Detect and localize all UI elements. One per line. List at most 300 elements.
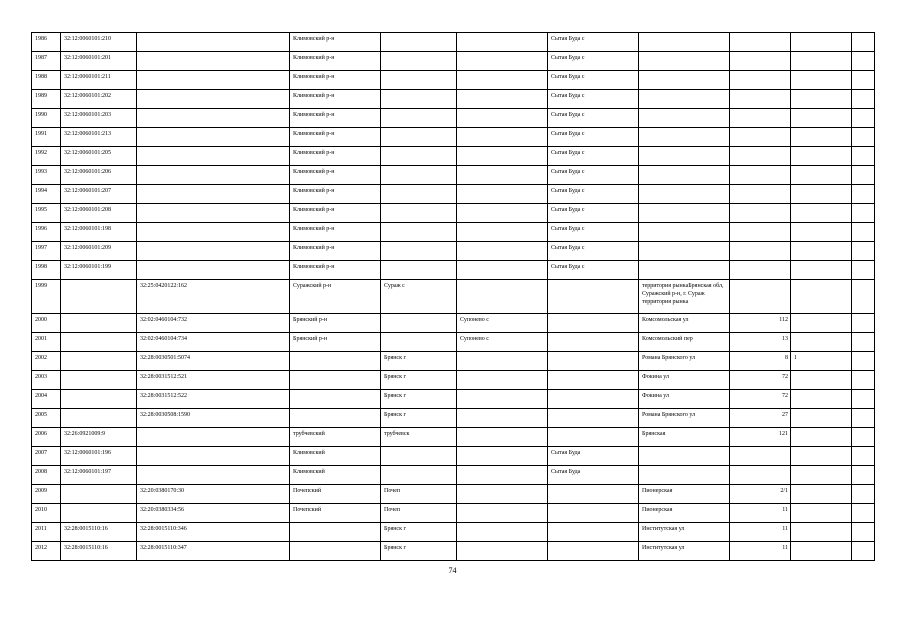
street-cell — [639, 261, 730, 280]
village-cell — [457, 204, 548, 223]
street-cell: Фокина ул — [639, 371, 730, 390]
village-cell — [457, 523, 548, 542]
locality-cell: Сытая Буда с — [548, 52, 639, 71]
extra-cell — [852, 261, 875, 280]
settlement-cell — [381, 52, 457, 71]
house-number-cell — [730, 280, 791, 314]
district-cell: Климовский — [290, 447, 381, 466]
village-cell — [457, 261, 548, 280]
cadastral-number-2-cell: 32:20:0380170:30 — [137, 485, 290, 504]
row-number-cell: 1992 — [32, 147, 61, 166]
settlement-cell — [381, 242, 457, 261]
village-cell — [457, 109, 548, 128]
building-number-cell — [791, 485, 852, 504]
district-cell: Климовский р-н — [290, 185, 381, 204]
table-row — [32, 333, 875, 352]
district-cell: Почепский — [290, 504, 381, 523]
locality-cell — [548, 504, 639, 523]
house-number-cell — [730, 128, 791, 147]
row-number-cell: 2003 — [32, 371, 61, 390]
cadastral-number-cell — [61, 409, 137, 428]
cadastral-number-cell: 32:12:0060101:199 — [61, 261, 137, 280]
cadastral-number-cell: 32:12:0060101:211 — [61, 71, 137, 90]
building-number-cell — [791, 185, 852, 204]
cadastral-number-cell — [61, 390, 137, 409]
building-number-cell — [791, 523, 852, 542]
settlement-cell: Брянск г — [381, 371, 457, 390]
district-cell — [290, 523, 381, 542]
locality-cell: Сытая Буда с — [548, 71, 639, 90]
cadastral-number-2-cell — [137, 242, 290, 261]
street-cell: Романа Брянского ул — [639, 409, 730, 428]
cadastral-number-2-cell — [137, 204, 290, 223]
extra-cell — [852, 71, 875, 90]
settlement-cell: Брянск г — [381, 523, 457, 542]
cadastral-number-2-cell — [137, 90, 290, 109]
street-cell: Брянская — [639, 428, 730, 447]
row-number-cell: 1991 — [32, 128, 61, 147]
street-cell: территория рынкаБрянская обл, Суражский р-н, г. Сураж территория рынка — [639, 280, 730, 314]
house-number-cell — [730, 52, 791, 71]
row-number-cell: 2006 — [32, 428, 61, 447]
cadastral-number-cell: 32:12:0060101:208 — [61, 204, 137, 223]
cadastral-number-2-cell — [137, 109, 290, 128]
settlement-cell — [381, 33, 457, 52]
locality-cell: Сытая Буда с — [548, 147, 639, 166]
street-cell — [639, 147, 730, 166]
table-row — [32, 109, 875, 128]
street-cell — [639, 447, 730, 466]
settlement-cell — [381, 204, 457, 223]
district-cell — [290, 390, 381, 409]
cadastral-number-cell: 32:12:0060101:210 — [61, 33, 137, 52]
locality-cell — [548, 280, 639, 314]
settlement-cell — [381, 90, 457, 109]
cadastral-number-2-cell: 32:28:0015110:347 — [137, 542, 290, 561]
street-cell — [639, 109, 730, 128]
settlement-cell — [381, 261, 457, 280]
village-cell — [457, 466, 548, 485]
house-number-cell: 11 — [730, 504, 791, 523]
street-cell: Комсомольский пер — [639, 333, 730, 352]
cadastral-number-2-cell — [137, 223, 290, 242]
village-cell — [457, 223, 548, 242]
district-cell: Климовский р-н — [290, 52, 381, 71]
house-number-cell: 13 — [730, 333, 791, 352]
building-number-cell — [791, 90, 852, 109]
table-row — [32, 352, 875, 371]
page-number: 74 — [448, 566, 457, 575]
settlement-cell — [381, 128, 457, 147]
extra-cell — [852, 166, 875, 185]
extra-cell — [852, 33, 875, 52]
cadastral-number-cell — [61, 485, 137, 504]
register-table — [31, 32, 875, 561]
row-number-cell: 2007 — [32, 447, 61, 466]
cadastral-number-cell: 32:12:0060101:205 — [61, 147, 137, 166]
table-row — [32, 371, 875, 390]
house-number-cell — [730, 33, 791, 52]
cadastral-number-2-cell: 32:28:0031512:522 — [137, 390, 290, 409]
row-number-cell: 1997 — [32, 242, 61, 261]
settlement-cell: Сураж с — [381, 280, 457, 314]
district-cell — [290, 352, 381, 371]
locality-cell — [548, 409, 639, 428]
locality-cell: Сытая Буда с — [548, 261, 639, 280]
row-number-cell: 2004 — [32, 390, 61, 409]
cadastral-number-2-cell: 32:28:0015110:346 — [137, 523, 290, 542]
table-row — [32, 504, 875, 523]
village-cell — [457, 90, 548, 109]
village-cell — [457, 542, 548, 561]
village-cell — [457, 33, 548, 52]
extra-cell — [852, 314, 875, 333]
building-number-cell — [791, 261, 852, 280]
street-cell — [639, 128, 730, 147]
cadastral-number-2-cell — [137, 261, 290, 280]
building-number-cell — [791, 223, 852, 242]
house-number-cell: 11 — [730, 542, 791, 561]
table-row — [32, 523, 875, 542]
row-number-cell: 2002 — [32, 352, 61, 371]
extra-cell — [852, 128, 875, 147]
table-row — [32, 485, 875, 504]
locality-cell — [548, 485, 639, 504]
extra-cell — [852, 147, 875, 166]
extra-cell — [852, 504, 875, 523]
building-number-cell — [791, 447, 852, 466]
district-cell: Климовский р-н — [290, 147, 381, 166]
locality-cell: Сытая Буда с — [548, 223, 639, 242]
settlement-cell — [381, 166, 457, 185]
district-cell: Климовский р-н — [290, 33, 381, 52]
extra-cell — [852, 333, 875, 352]
cadastral-number-cell — [61, 352, 137, 371]
village-cell — [457, 185, 548, 204]
district-cell: Климовский р-н — [290, 223, 381, 242]
district-cell: Брянский р-н — [290, 333, 381, 352]
table-row — [32, 128, 875, 147]
house-number-cell: 27 — [730, 409, 791, 428]
building-number-cell — [791, 466, 852, 485]
row-number-cell: 1996 — [32, 223, 61, 242]
extra-cell — [852, 185, 875, 204]
extra-cell — [852, 109, 875, 128]
street-cell: Институтская ул — [639, 523, 730, 542]
extra-cell — [852, 352, 875, 371]
village-cell — [457, 280, 548, 314]
street-cell: Комсомольская ул — [639, 314, 730, 333]
table-row — [32, 447, 875, 466]
table-row — [32, 314, 875, 333]
street-cell — [639, 223, 730, 242]
village-cell — [457, 166, 548, 185]
building-number-cell — [791, 71, 852, 90]
house-number-cell — [730, 261, 791, 280]
settlement-cell — [381, 466, 457, 485]
row-number-cell: 2010 — [32, 504, 61, 523]
cadastral-number-cell: 32:12:0060101:196 — [61, 447, 137, 466]
building-number-cell — [791, 33, 852, 52]
cadastral-number-cell: 32:12:0060101:201 — [61, 52, 137, 71]
settlement-cell — [381, 185, 457, 204]
house-number-cell — [730, 447, 791, 466]
village-cell — [457, 485, 548, 504]
district-cell: Климовский р-н — [290, 128, 381, 147]
extra-cell — [852, 523, 875, 542]
extra-cell — [852, 409, 875, 428]
row-number-cell: 1995 — [32, 204, 61, 223]
settlement-cell: Почеп — [381, 485, 457, 504]
settlement-cell: Брянск г — [381, 390, 457, 409]
village-cell — [457, 409, 548, 428]
table-row — [32, 242, 875, 261]
village-cell — [457, 352, 548, 371]
district-cell: Климовский р-н — [290, 166, 381, 185]
cadastral-number-cell: 32:12:0060101:197 — [61, 466, 137, 485]
district-cell — [290, 542, 381, 561]
village-cell — [457, 504, 548, 523]
district-cell — [290, 371, 381, 390]
locality-cell: Сытая Буда с — [548, 204, 639, 223]
cadastral-number-cell: 32:12:0060101:207 — [61, 185, 137, 204]
extra-cell — [852, 280, 875, 314]
extra-cell — [852, 242, 875, 261]
district-cell — [290, 409, 381, 428]
cadastral-number-2-cell — [137, 466, 290, 485]
settlement-cell — [381, 109, 457, 128]
cadastral-number-cell — [61, 314, 137, 333]
row-number-cell: 1989 — [32, 90, 61, 109]
house-number-cell — [730, 90, 791, 109]
building-number-cell — [791, 280, 852, 314]
extra-cell — [852, 447, 875, 466]
locality-cell — [548, 333, 639, 352]
district-cell: Климовский р-н — [290, 204, 381, 223]
table-row — [32, 33, 875, 52]
row-number-cell: 1999 — [32, 280, 61, 314]
settlement-cell — [381, 223, 457, 242]
row-number-cell: 2011 — [32, 523, 61, 542]
street-cell: Пионерская — [639, 485, 730, 504]
house-number-cell — [730, 147, 791, 166]
building-number-cell — [791, 314, 852, 333]
village-cell — [457, 71, 548, 90]
cadastral-number-2-cell — [137, 128, 290, 147]
house-number-cell — [730, 166, 791, 185]
cadastral-number-cell: 32:12:0060101:213 — [61, 128, 137, 147]
table-row — [32, 542, 875, 561]
settlement-cell — [381, 447, 457, 466]
district-cell: трубчевский — [290, 428, 381, 447]
village-cell — [457, 447, 548, 466]
row-number-cell: 2008 — [32, 466, 61, 485]
house-number-cell: 11 — [730, 523, 791, 542]
cadastral-number-2-cell: 32:28:0030508:1590 — [137, 409, 290, 428]
settlement-cell — [381, 333, 457, 352]
settlement-cell — [381, 314, 457, 333]
cadastral-number-cell: 32:12:0060101:202 — [61, 90, 137, 109]
locality-cell: Сытая Буда с — [548, 242, 639, 261]
district-cell: Климовский р-н — [290, 90, 381, 109]
building-number-cell — [791, 428, 852, 447]
cadastral-number-cell — [61, 371, 137, 390]
locality-cell — [548, 371, 639, 390]
table-row — [32, 280, 875, 314]
district-cell: Климовский р-н — [290, 242, 381, 261]
cadastral-number-cell — [61, 504, 137, 523]
house-number-cell: 72 — [730, 390, 791, 409]
table-row — [32, 185, 875, 204]
house-number-cell — [730, 71, 791, 90]
extra-cell — [852, 485, 875, 504]
cadastral-number-2-cell: 32:28:0031512:521 — [137, 371, 290, 390]
locality-cell — [548, 428, 639, 447]
street-cell — [639, 466, 730, 485]
street-cell — [639, 166, 730, 185]
building-number-cell — [791, 166, 852, 185]
house-number-cell — [730, 109, 791, 128]
settlement-cell: Брянск г — [381, 409, 457, 428]
extra-cell — [852, 52, 875, 71]
table-row — [32, 409, 875, 428]
village-cell — [457, 52, 548, 71]
cadastral-number-2-cell — [137, 71, 290, 90]
cadastral-number-2-cell: 32:02:0460104:732 — [137, 314, 290, 333]
building-number-cell — [791, 52, 852, 71]
row-number-cell: 1990 — [32, 109, 61, 128]
building-number-cell — [791, 128, 852, 147]
building-number-cell — [791, 371, 852, 390]
house-number-cell — [730, 242, 791, 261]
street-cell: Пионерская — [639, 504, 730, 523]
building-number-cell — [791, 204, 852, 223]
house-number-cell — [730, 223, 791, 242]
house-number-cell: 121 — [730, 428, 791, 447]
building-number-cell — [791, 542, 852, 561]
extra-cell — [852, 542, 875, 561]
district-cell: Климовский р-н — [290, 71, 381, 90]
street-cell — [639, 90, 730, 109]
street-cell — [639, 71, 730, 90]
settlement-cell: Брянск г — [381, 542, 457, 561]
settlement-cell: Почеп — [381, 504, 457, 523]
table-row — [32, 52, 875, 71]
village-cell — [457, 128, 548, 147]
cadastral-number-cell — [61, 333, 137, 352]
cadastral-number-2-cell — [137, 147, 290, 166]
building-number-cell — [791, 109, 852, 128]
settlement-cell — [381, 71, 457, 90]
table-row — [32, 204, 875, 223]
extra-cell — [852, 204, 875, 223]
locality-cell — [548, 314, 639, 333]
settlement-cell: Брянск г — [381, 352, 457, 371]
extra-cell — [852, 371, 875, 390]
row-number-cell: 2012 — [32, 542, 61, 561]
house-number-cell: 72 — [730, 371, 791, 390]
cadastral-number-cell: 32:28:0015110:16 — [61, 542, 137, 561]
row-number-cell: 2009 — [32, 485, 61, 504]
cadastral-number-2-cell — [137, 33, 290, 52]
building-number-cell — [791, 333, 852, 352]
village-cell: Супонево с — [457, 314, 548, 333]
row-number-cell: 1994 — [32, 185, 61, 204]
street-cell — [639, 185, 730, 204]
locality-cell: Сытая Буда с — [548, 33, 639, 52]
village-cell — [457, 390, 548, 409]
street-cell: Институтская ул — [639, 542, 730, 561]
house-number-cell: 2/1 — [730, 485, 791, 504]
village-cell — [457, 242, 548, 261]
building-number-cell — [791, 242, 852, 261]
house-number-cell — [730, 466, 791, 485]
locality-cell: Сытая Буда с — [548, 109, 639, 128]
street-cell — [639, 204, 730, 223]
house-number-cell — [730, 185, 791, 204]
building-number-cell — [791, 409, 852, 428]
village-cell — [457, 371, 548, 390]
row-number-cell: 1993 — [32, 166, 61, 185]
cadastral-number-2-cell: 32:20:0380334:56 — [137, 504, 290, 523]
settlement-cell: трубчевск — [381, 428, 457, 447]
row-number-cell: 2005 — [32, 409, 61, 428]
building-number-cell — [791, 147, 852, 166]
cadastral-number-cell: 32:28:0015110:16 — [61, 523, 137, 542]
building-number-cell — [791, 504, 852, 523]
locality-cell: Сытая Буда с — [548, 90, 639, 109]
cadastral-number-cell — [61, 280, 137, 314]
house-number-cell — [730, 204, 791, 223]
street-cell — [639, 52, 730, 71]
district-cell: Климовский р-н — [290, 109, 381, 128]
table-row — [32, 390, 875, 409]
district-cell: Почепский — [290, 485, 381, 504]
table-row — [32, 428, 875, 447]
extra-cell — [852, 90, 875, 109]
street-cell: Романа Брянского ул — [639, 352, 730, 371]
district-cell: Брянский р-н — [290, 314, 381, 333]
locality-cell: Сытая Буда — [548, 466, 639, 485]
row-number-cell: 1998 — [32, 261, 61, 280]
cadastral-number-2-cell — [137, 166, 290, 185]
locality-cell: Сытая Буда с — [548, 166, 639, 185]
locality-cell — [548, 390, 639, 409]
extra-cell — [852, 466, 875, 485]
cadastral-number-2-cell — [137, 185, 290, 204]
house-number-cell: 8 — [730, 352, 791, 371]
building-number-cell: 1 — [791, 352, 852, 371]
house-number-cell: 112 — [730, 314, 791, 333]
extra-cell — [852, 223, 875, 242]
cadastral-number-cell: 32:12:0060101:209 — [61, 242, 137, 261]
district-cell: Суражский р-н — [290, 280, 381, 314]
locality-cell: Сытая Буда с — [548, 185, 639, 204]
table-row — [32, 90, 875, 109]
table-row — [32, 466, 875, 485]
locality-cell: Сытая Буда с — [548, 128, 639, 147]
table-row — [32, 223, 875, 242]
village-cell: Супонево с — [457, 333, 548, 352]
row-number-cell: 2000 — [32, 314, 61, 333]
row-number-cell: 2001 — [32, 333, 61, 352]
row-number-cell: 1987 — [32, 52, 61, 71]
locality-cell — [548, 523, 639, 542]
cadastral-number-cell: 32:12:0060101:198 — [61, 223, 137, 242]
cadastral-number-cell: 32:26:0921009:9 — [61, 428, 137, 447]
cadastral-number-2-cell — [137, 447, 290, 466]
cadastral-number-cell: 32:12:0060101:203 — [61, 109, 137, 128]
